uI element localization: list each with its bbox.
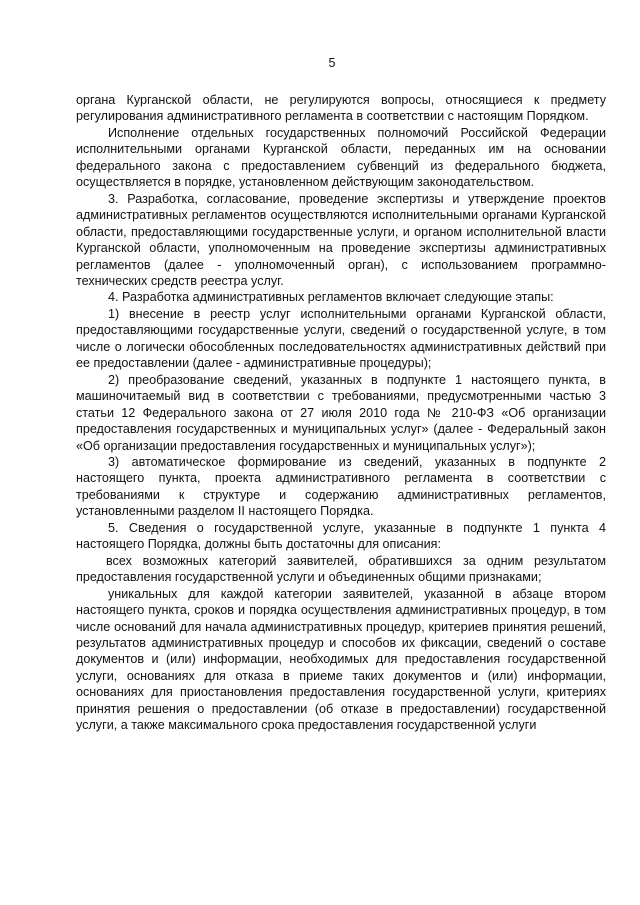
paragraph-item-5: 5. Сведения о государственной услуге, указанные в подпункте 1 пункта 4 настоящего Порядка, должны быть достаточны для описания: xyxy=(76,520,606,552)
document-body xyxy=(76,92,606,734)
paragraph-subitem-4-3: 3) автоматическое формирование из сведений, указанных в подпункте 2 настоящего пункта, проекта административного регламента в соответствии с требованиями к структуре и содержанию административных регламентов, установленными разделом II настоящего Порядка. xyxy=(76,454,606,519)
document-page xyxy=(76,56,606,734)
paragraph-item-4: 4. Разработка административных регламентов включает следующие этапы: xyxy=(108,290,554,305)
paragraph-2: Исполнение отдельных государственных полномочий Российской Федерации исполнительными органами Курганской области, переданных им на основании федерального закона с предоставлением субвенций из федерального бюджета, осуществляется в порядке, установленном действующим законодательством. xyxy=(76,125,606,190)
paragraph-item-5-a: всех возможных категорий заявителей, обратившихся за одним результатом предоставления государственной услуги и объединенных общими признаками; xyxy=(76,553,606,585)
paragraph-item-3: 3. Разработка, согласование, проведение экспертизы и утверждение проектов административных регламентов осуществляются исполнительными органами Курганской области, предоставляющими государственные услуги, и органом исполнительной власти Курганской области, уполномоченным на проведение экспертизы административных регламентов (далее - уполномоченный орган), с использованием программно-технических средств реестра услуг. xyxy=(76,191,606,288)
paragraph-item-5-b: уникальных для каждой категории заявителей, указанной в абзаце втором настоящего пункта, сроков и порядка осуществления административных процедур, в том числе оснований для начала административных процедур, критериев принятия решений, результатов административных процедур и способов их фиксации, сведений о составе документов и (или) информации, необходимых для предоставления государственной услуги, основаниях для отказа в приеме таких документов и (или) информации, основаниях для приостановления предоставления государственной услуги, критериях принятия решения о предоставлении (об отказе в предоставлении) государственной услуги, а также максимального срока предоставления государственной услуги xyxy=(76,586,606,733)
page-number: 5 xyxy=(328,56,336,70)
paragraph-1: органа Курганской области, не регулируются вопросы, относящиеся к предмету регулирования административного регламента в соответствии с настоящим Порядком. xyxy=(76,93,606,124)
paragraph-subitem-4-1: 1) внесение в реестр услуг исполнительными органами Курганской области, предоставляющими государственные услуги, сведений о государственной услуге, в том числе о логически обособленных последовательностях административных действий при ее предоставлении (далее - административные процедуры); xyxy=(76,306,606,371)
paragraph-subitem-4-2: 2) преобразование сведений, указанных в подпункте 1 настоящего пункта, в машиночитаемый вид в соответствии с требованиями, предусмотренными частью 3 статьи 12 Федерального закона от 27 июля 2010 года № 210-ФЗ «Об организации предоставления государственных и муниципальных услуг» (далее - Федеральный закон «Об организации предоставления государственных и муниципальных услуг»); xyxy=(76,372,606,453)
